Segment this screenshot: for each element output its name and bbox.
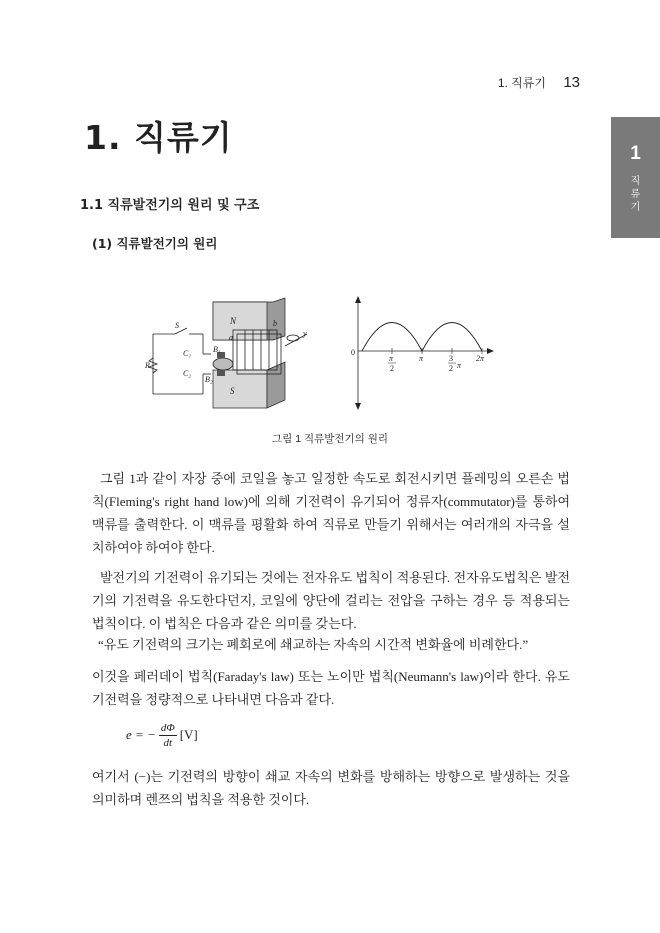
generator-figure [145, 296, 505, 416]
external-circuit [149, 328, 211, 394]
tick-3pi-half-num: 3 [449, 354, 453, 363]
formula-denominator: dt [163, 736, 173, 749]
running-head-chapter: 1. 직류기 [497, 76, 546, 90]
section-title: 1.1 직류발전기의 원리 및 구조 [80, 198, 260, 213]
b1-label: B₁ [213, 345, 221, 354]
tick-pi-half-num: π [389, 354, 394, 363]
paragraph-1: 그림 1과 같이 자장 중에 코일을 놓고 일정한 속도로 회전시키면 플레밍의 오른손 법칙(Fleming's right hand low)에 의해 기전력이 유기되어 정류자(commutator)를 통하여 맥류를 출력한다. 이 맥류를 평활화 하여 직류로 만들기 위해서는 여러개의 자극을 설치하여야 하여야 한다. [92, 471, 570, 555]
thumb-tab-number: 1 [630, 143, 641, 164]
tick-3pi-half-pi: π [457, 361, 462, 370]
tick-0: 0 [351, 348, 355, 357]
paragraph-3-quote: “유도 기전력의 크기는 폐회로에 쇄교하는 자속의 시간적 변화율에 비례한다.” [98, 637, 529, 652]
tick-pi: π [419, 354, 424, 363]
running-head [498, 74, 580, 91]
formula-fraction [159, 721, 177, 750]
c1-label: C₁ [183, 349, 192, 358]
emf-waveform [355, 296, 494, 410]
south-pole-label: S [230, 386, 235, 396]
page-number: 13 [563, 74, 580, 91]
formula-lhs: e = − [126, 727, 156, 742]
paragraph-4: 이것을 페러데이 법칙(Faraday's law) 또는 노이만 법칙(Neumann's law)이라 한다. 유도 기전력을 정량적으로 나타내면 다음과 같다. [92, 669, 570, 707]
subsection-title: (1) 직류발전기의 원리 [92, 236, 218, 251]
axis-label: y [303, 329, 307, 338]
figure-svg [145, 296, 505, 416]
b2-label: B₂ [205, 375, 213, 384]
north-pole-label: N [230, 316, 237, 326]
switch-label: S [175, 321, 179, 330]
formula-unit: [V] [179, 727, 198, 742]
figure-caption: 그림 1 직류발전기의 원리 [271, 433, 389, 445]
c2-label: C₂ [183, 369, 192, 378]
paragraph-5: 여기서 (−)는 기전력의 방향이 쇄교 자속의 변화를 방해하는 방향으로 발생하는 것을 의미하며 렌쯔의 법칙을 적용한 것이다. [92, 769, 570, 807]
chapter-title: 1. 직류기 [84, 118, 233, 157]
resistor-label: R [145, 361, 150, 370]
paragraph-2: 발전기의 기전력이 유기되는 것에는 전자유도 법칙이 적용된다. 전자유도법칙은 발전기의 기전력을 유도한다던지, 코일에 양단에 걸리는 전압을 구하는 경우 등 적용되는 법칙이다. 이 법칙은 다음과 같은 의미를 갖는다. [92, 570, 570, 631]
tick-3pi-half-den: 2 [449, 364, 453, 373]
chapter-thumb-tab [611, 117, 660, 238]
coil-a-label: a [229, 333, 233, 342]
coil-b-label: b [273, 319, 277, 328]
formula-numerator: dΦ [160, 721, 175, 734]
tick-2pi: 2π [476, 354, 485, 363]
faraday-formula [126, 718, 198, 752]
thumb-tab-label: 직류기 [630, 176, 641, 213]
tick-pi-half-den: 2 [390, 364, 394, 373]
